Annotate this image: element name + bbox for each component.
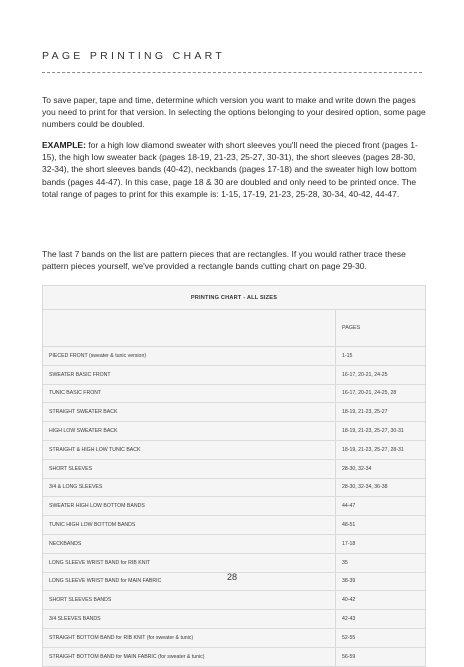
pattern-piece-pages: 42-43: [335, 610, 425, 628]
table-row: [43, 460, 425, 479]
pattern-piece-pages: 18-19, 21-23, 25-27: [335, 403, 425, 421]
pattern-piece-pages: 44-47: [335, 497, 425, 515]
pattern-piece-pages: 28-30, 32-34, 36-38: [335, 479, 425, 497]
table-row: [43, 366, 425, 385]
pattern-piece-name: HIGH LOW SWEATER BACK: [49, 428, 118, 435]
printing-chart-table: [42, 285, 426, 667]
example-label: EXAMPLE:: [42, 140, 86, 150]
pattern-piece-pages: 18-19, 21-23, 25-27, 30-31: [335, 422, 425, 440]
table-row: [43, 554, 425, 573]
table-row: [43, 591, 425, 610]
pattern-piece-name: SHORT SLEEVES BANDS: [49, 597, 112, 604]
chart-header-row: [43, 310, 425, 347]
pattern-piece-pages: 35: [335, 554, 425, 572]
pattern-piece-name: STRAIGHT & HIGH LOW TUNIC BACK: [49, 446, 141, 453]
pages-column-header: PAGES: [335, 310, 425, 346]
intro-paragraph: To save paper, tape and time, determine which version you want to make and write down the pages you need to print for that version. In selecting the options belonging to your desired option, some page numbers could be doubled.: [42, 95, 426, 130]
pattern-piece-pages: 38-39: [335, 573, 425, 591]
chart-header-blank-cell: [43, 310, 335, 346]
page-number: 28: [226, 572, 237, 582]
pattern-piece-name: TUNIC HIGH LOW BOTTOM BANDS: [49, 522, 136, 529]
table-row: [43, 535, 425, 554]
table-row: [43, 403, 425, 422]
table-row: [43, 441, 425, 460]
chart-rows: [43, 347, 425, 666]
table-row: [43, 497, 425, 516]
chart-title: PRINTING CHART - ALL SIZES: [43, 286, 425, 310]
pattern-piece-pages: 16-17, 20-21, 24-25, 28: [335, 385, 425, 403]
pattern-piece-name: STRAIGHT BOTTOM BAND for MAIN FABRIC (for sweater & tunic): [49, 653, 205, 660]
table-row: [43, 479, 425, 498]
pattern-piece-name: SWEATER BASIC FRONT: [49, 371, 111, 378]
pattern-piece-pages: 18-19, 21-23, 25-27, 28-31: [335, 441, 425, 459]
table-row: [43, 422, 425, 441]
pattern-piece-name: STRAIGHT SWEATER BACK: [49, 409, 118, 416]
pattern-piece-name: SWEATER HIGH LOW BOTTOM BANDS: [49, 503, 145, 510]
pattern-piece-name: TUNIC BASIC FRONT: [49, 390, 102, 397]
pattern-piece-name: 3/4 SLEEVES BANDS: [49, 616, 101, 623]
pattern-piece-pages: 52-55: [335, 629, 425, 647]
table-row: [43, 347, 425, 366]
note-paragraph: The last 7 bands on the list are pattern pieces that are rectangles. If you would rather trace these pattern pieces yourself, we've provided a rectangle bands cutting chart on page 29-30.: [42, 249, 406, 272]
example-paragraph: [42, 139, 426, 200]
pattern-piece-name: LONG SLEEVE WRIST BAND for MAIN FABRIC: [49, 578, 162, 585]
pattern-piece-pages: 17-18: [335, 535, 425, 553]
title-divider: [42, 72, 422, 73]
pattern-piece-name: 3/4 & LONG SLEEVES: [49, 484, 103, 491]
pattern-piece-pages: 48-51: [335, 516, 425, 534]
pattern-piece-pages: 16-17, 20-21, 24-25: [335, 366, 425, 384]
pattern-piece-name: SHORT SLEEVES: [49, 465, 93, 472]
pattern-piece-pages: 28-30, 32-34: [335, 460, 425, 478]
pattern-piece-pages: 1-15: [335, 347, 425, 365]
pattern-piece-name: STRAIGHT BOTTOM BAND for RIB KNIT (for sweater & tunic): [49, 634, 194, 641]
pattern-piece-pages: 40-42: [335, 591, 425, 609]
pattern-piece-pages: 56-59: [335, 648, 425, 666]
table-row: [43, 610, 425, 629]
table-row: [43, 648, 425, 666]
table-row: [43, 629, 425, 648]
page-title: PAGE PRINTING CHART: [42, 50, 226, 62]
table-row: [43, 516, 425, 535]
pattern-piece-name: PIECED FRONT (sweater & tunic version): [49, 352, 147, 359]
table-row: [43, 385, 425, 404]
pattern-piece-name: LONG SLEEVE WRIST BAND for RIB KNIT: [49, 559, 151, 566]
example-text: for a high low diamond sweater with short sleeves you'll need the pieced front (pages 1-15), the high low sweater back (pages 18-19, 21-23, 25-27, 30-31), the short sleeves (pages 28-30, 32-34), the short sleeves bands (40-42), neckbands (pages 17-18) and the sweater high low bottom bands (pages 44-47). In this case, page 18 & 30 are doubled and only need to be printed once. The total range of pages to print for this example is: 1-15, 17-19, 21-23, 25-28, 30-34, 40-42, 44-47.: [42, 140, 418, 199]
pattern-piece-name: NECKBANDS: [49, 540, 82, 547]
